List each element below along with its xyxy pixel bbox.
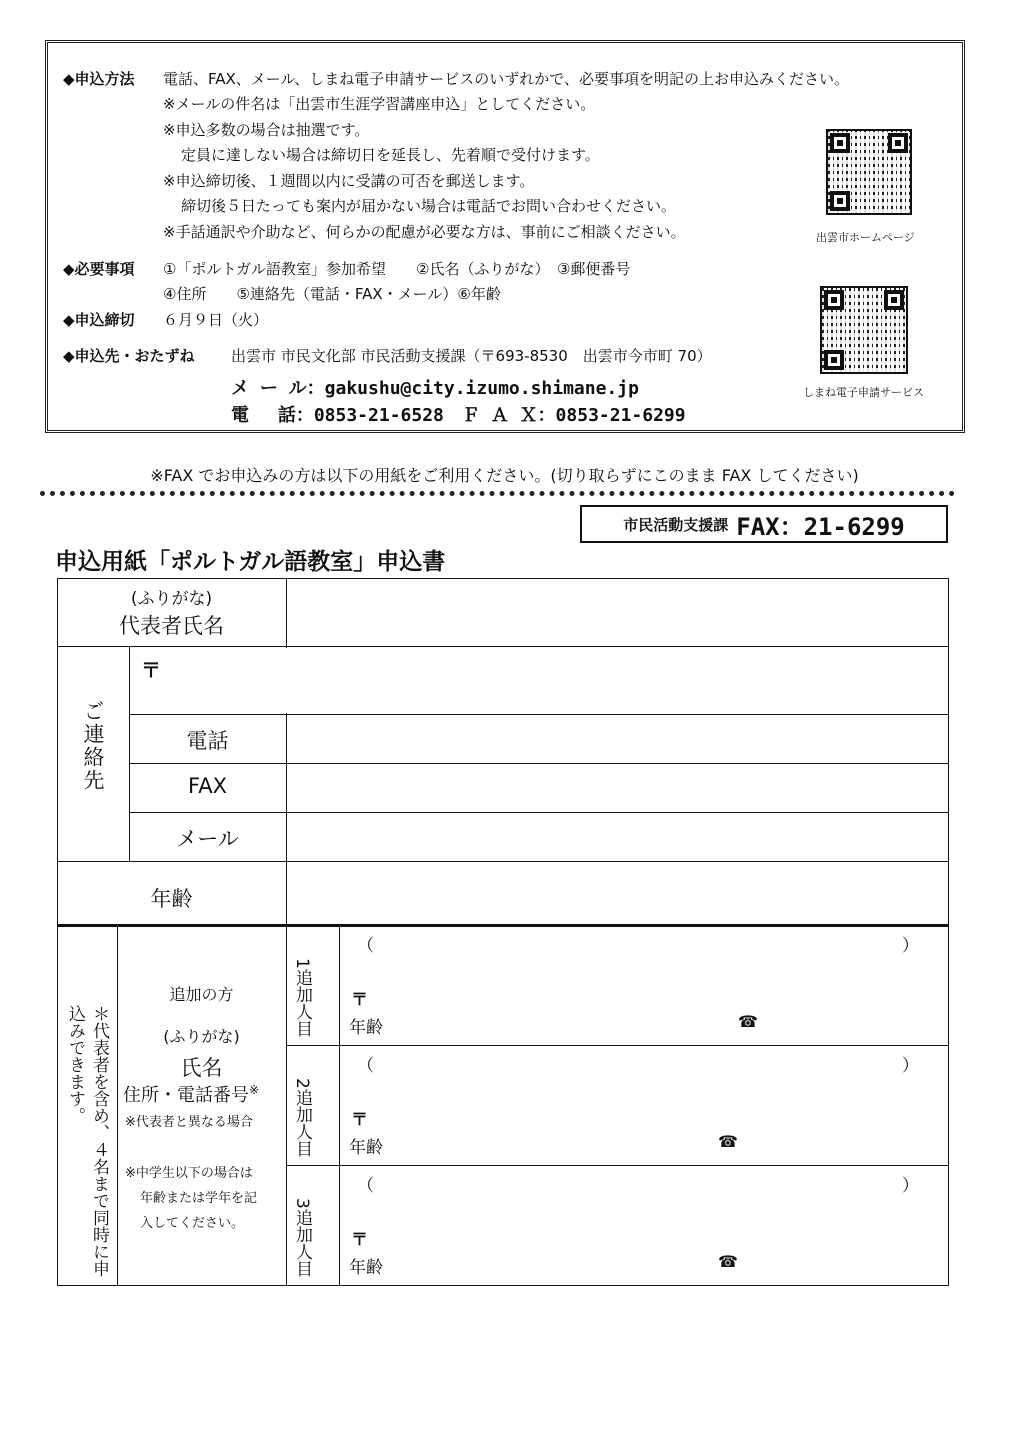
note-result-detail: 締切後５日たっても案内が届かない場合は電話でお問い合わせください。 — [181, 197, 677, 215]
info-box — [45, 40, 965, 433]
phone-label: 電話 — [186, 729, 229, 753]
fax-instruction: ※FAX でお申込みの方は以下の用紙をご利用ください。(切り取らずにこのまま FAX してください) — [150, 466, 859, 485]
additional-row-3-paren-open: （ — [357, 1176, 374, 1196]
age-label: 年齢 — [150, 887, 193, 911]
mail-label: メール — [176, 827, 239, 851]
postal-mark: 〒 — [141, 658, 161, 682]
rep-name-field[interactable] — [288, 580, 946, 644]
additional-row-2-paren-open: （ — [357, 1056, 374, 1076]
fax-number-box — [580, 505, 948, 543]
note-lottery-detail: 定員に達しない場合は締切日を延長し、先着順で受付けます。 — [181, 146, 600, 164]
qr-code-homepage[interactable] — [826, 129, 912, 215]
fax-box-number: FAX：21-6299 — [736, 512, 905, 541]
note-assistance: ※手話通訳や介助など、何らかの配慮が必要な方は、事前にご相談ください。 — [163, 223, 686, 241]
deadline-label: ◆申込締切 — [63, 311, 135, 329]
rep-name-label: 代表者氏名 — [119, 614, 224, 638]
max-applicants-note: ＊代表者を含め、４名まで同時に申込みできます。 — [65, 1005, 109, 1277]
add-name-label: 氏名 — [180, 1056, 223, 1080]
note-email-subject: ※メールの件名は「出雲市生涯学習講座申込」としてください。 — [163, 95, 596, 113]
fax-field[interactable] — [288, 765, 946, 811]
contact-email: メ ー ル：gakushu@city.izumo.shimane.jp — [231, 378, 639, 399]
required-label: ◆必要事項 — [63, 260, 135, 278]
additional-row-1-paren-close: ） — [902, 936, 919, 956]
add-address-mark: ※ — [249, 1083, 260, 1097]
additional-row-3-num: 3追加人目 — [292, 1198, 312, 1277]
furigana-label: (ふりがな) — [130, 589, 213, 609]
add-person-label: 追加の方 — [169, 985, 234, 1004]
additional-row-2-num: 2追加人目 — [292, 1078, 312, 1157]
contact-phone-fax: 電 話：0853-21-6528 Ｆ Ａ Ｘ：0853-21-6299 — [231, 405, 686, 426]
method-label: ◆申込方法 — [63, 70, 135, 88]
phone-icon: ☎ — [718, 1132, 738, 1151]
add-note-junior-2: 年齢または学年を記 — [140, 1191, 258, 1206]
method-text: 電話、FAX、メール、しまね電子申請サービスのいずれかで、必要事項を明記の上お申込みください。 — [163, 70, 849, 88]
address-field[interactable] — [160, 648, 946, 712]
additional-row-3-postal: 〒 — [351, 1230, 368, 1250]
additional-row-2-age: 年齢 — [349, 1138, 383, 1158]
destination-label: ◆申込先・おたずね — [63, 347, 195, 365]
additional-row-1-postal: 〒 — [351, 990, 368, 1010]
additional-row-3-paren-close: ） — [902, 1176, 919, 1196]
note-lottery: ※申込多数の場合は抽選です。 — [163, 121, 370, 139]
required-text-2: ④住所 ⑤連絡先（電話・FAX・メール）⑥年齢 — [163, 285, 501, 303]
qr-code-e-application[interactable] — [820, 286, 908, 374]
additional-row-1-num: 1追加人目 — [292, 958, 312, 1037]
additional-row-2-paren-close: ） — [902, 1056, 919, 1076]
phone-icon: ☎ — [738, 1012, 758, 1031]
additional-row-2-postal: 〒 — [351, 1110, 368, 1130]
form-title: 申込用紙「ポルトガル語教室」申込書 — [55, 549, 446, 575]
mail-field[interactable] — [288, 814, 946, 860]
add-note-junior-1: ※中学生以下の場合は — [125, 1166, 253, 1181]
add-address-text: 住所・電話番号 — [123, 1085, 249, 1106]
destination-text: 出雲市 市民文化部 市民活動支援課（〒693-8530 出雲市今市町 70） — [231, 347, 712, 365]
required-text-1: ①「ポルトガル語教室」参加希望 ②氏名（ふりがな） ③郵便番号 — [163, 260, 631, 278]
note-result: ※申込締切後、１週間以内に受講の可否を郵送します。 — [163, 172, 535, 190]
add-note-junior-3: 入してください。 — [140, 1216, 245, 1231]
additional-row-3-age: 年齢 — [349, 1258, 383, 1278]
phone-icon: ☎ — [718, 1252, 738, 1271]
additional-row-1-age: 年齢 — [349, 1018, 383, 1038]
add-address-label — [123, 1081, 259, 1107]
qr-e-application-caption: しまね電子申請サービス — [803, 386, 924, 399]
phone-field[interactable] — [288, 716, 946, 762]
contact-label: ご連絡先 — [81, 700, 105, 792]
additional-row-1-paren-open: （ — [357, 936, 374, 956]
deadline-text: ６月９日（火） — [163, 311, 269, 329]
add-furigana-label: (ふりがな) — [163, 1027, 240, 1046]
qr-homepage-caption: 出雲市ホームページ — [816, 231, 915, 244]
age-field[interactable] — [288, 863, 946, 923]
fax-label: FAX — [188, 774, 227, 798]
add-note-different: ※代表者と異なる場合 — [125, 1115, 253, 1130]
fax-box-department: 市民活動支援課 — [623, 515, 729, 534]
cut-line — [40, 491, 955, 496]
